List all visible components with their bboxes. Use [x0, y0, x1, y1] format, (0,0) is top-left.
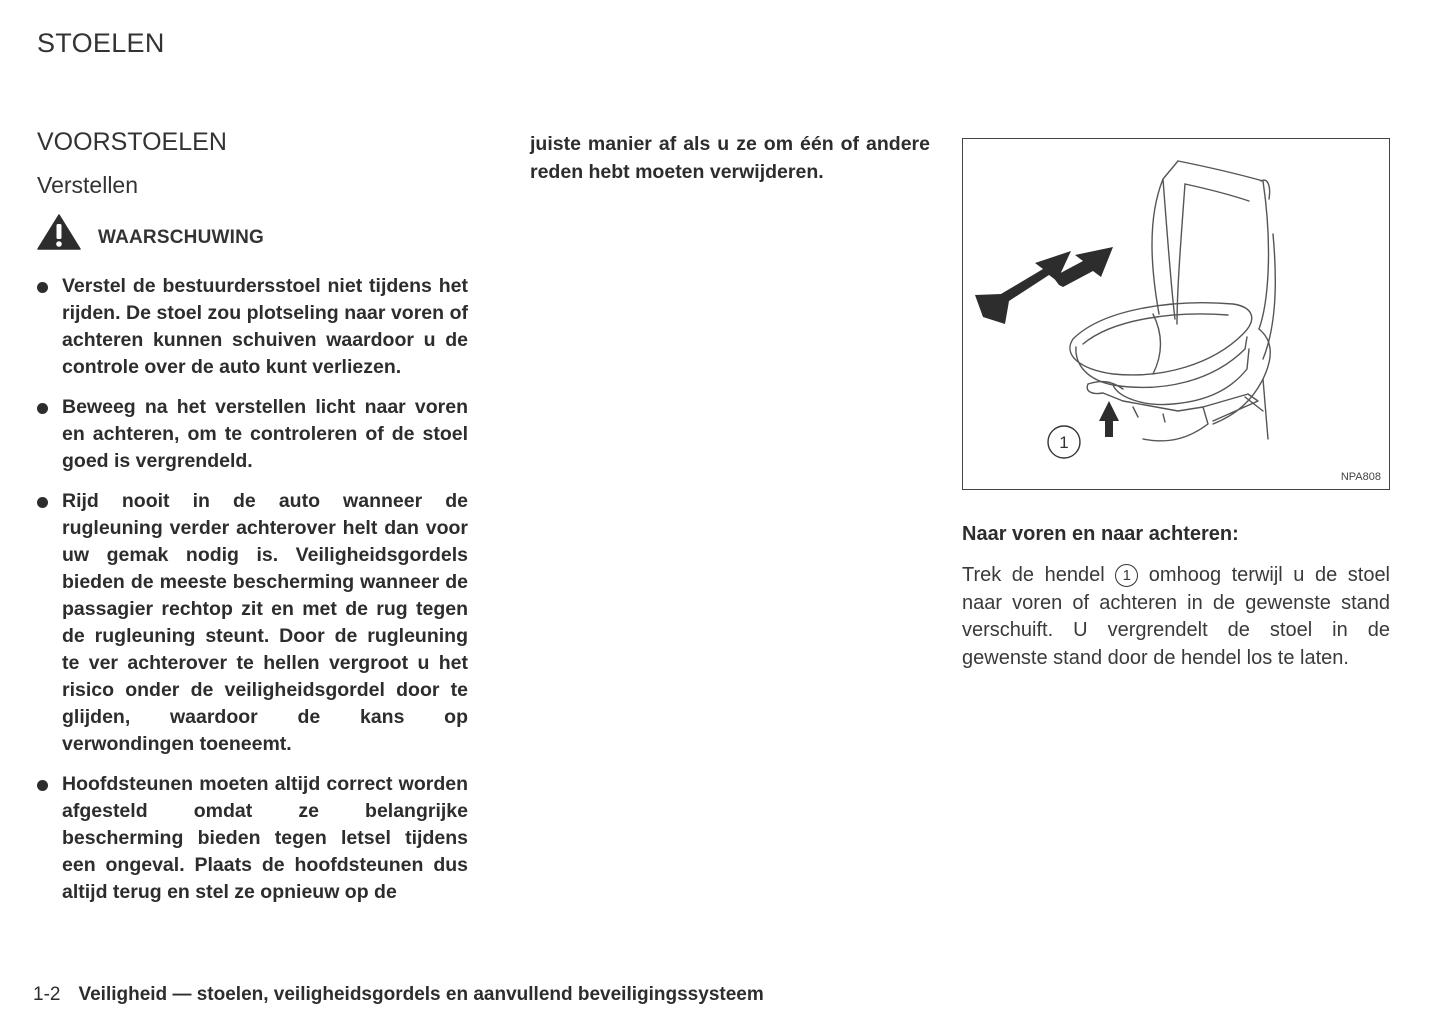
seat-adjustment-figure [962, 138, 1390, 490]
seat-illustration [963, 139, 1389, 489]
warning-bullet-list [34, 273, 468, 919]
up-arrow-icon [1099, 401, 1119, 437]
caption-title: Naar voren en naar achteren: [962, 523, 1239, 545]
warning-label: WAARSCHUWING [98, 227, 264, 248]
warning-header [37, 214, 264, 250]
callout-number: 1 [1059, 433, 1069, 452]
callout-inline: 1 [1115, 564, 1138, 587]
bullet-dot-icon [37, 780, 48, 791]
warning-bullet: Rijd nooit in de auto wanneer de rugleuning verder achterover helt dan voor uw gemak nodig is. Veiligheidsgordels bieden de meeste bescherming wanneer de passagier rechtop zit en met de rug tegen de rugleuning steunt. Door de rugleuning te ver achterover te hellen vergroot u het risico onder de veiligheidsgordel door te glijden, waardoor de kans op verwondingen toeneemt. [34, 488, 468, 758]
section-title: STOELEN [37, 28, 165, 58]
warning-bullet: Verstel de bestuurdersstoel niet tijdens het rijden. De stoel zou plotseling naar voren of achteren kunnen schuiven waardoor u de controle over de auto kunt verliezen. [34, 273, 468, 381]
seat-drawing [1070, 161, 1275, 441]
subsubsection-title: Verstellen [37, 172, 139, 198]
bullet-dot-icon [37, 403, 48, 414]
warning-bullet: Hoofdsteunen moeten altijd correct worden afgesteld omdat ze belangrijke bescherming bieden tegen letsel tijdens een ongeval. Plaats de hoofdsteunen dus altijd terug en stel ze opnieuw op de [34, 771, 468, 906]
bullet-dot-icon [37, 282, 48, 293]
backward-arrow-icon [975, 251, 1071, 324]
bullet-dot-icon [37, 497, 48, 508]
page-number: 1-2 [33, 984, 61, 1005]
page-footer [33, 984, 764, 1006]
footer-chapter-title: Veiligheid — stoelen, veiligheidsgordels en aanvullend beveiligingssysteem [78, 984, 764, 1005]
subsection-title: VOORSTOELEN [37, 128, 227, 156]
warning-continuation: juiste manier af als u ze om één of andere reden hebt moeten verwijderen. [530, 133, 930, 183]
figure-code: NPA808 [1340, 471, 1381, 483]
warning-bullet: Beweeg na het verstellen licht naar voren en achteren, om te controleren of de stoel goed is vergrendeld. [34, 394, 468, 475]
warning-triangle-icon [37, 214, 81, 250]
caption-body: Trek de hendel 1 omhoog terwijl u de stoel naar voren of achteren in de gewenste stand verschuift. U vergrendelt de stoel in de gewenste stand door de hendel los te laten. [962, 564, 1391, 669]
direction-arrows [975, 247, 1119, 437]
